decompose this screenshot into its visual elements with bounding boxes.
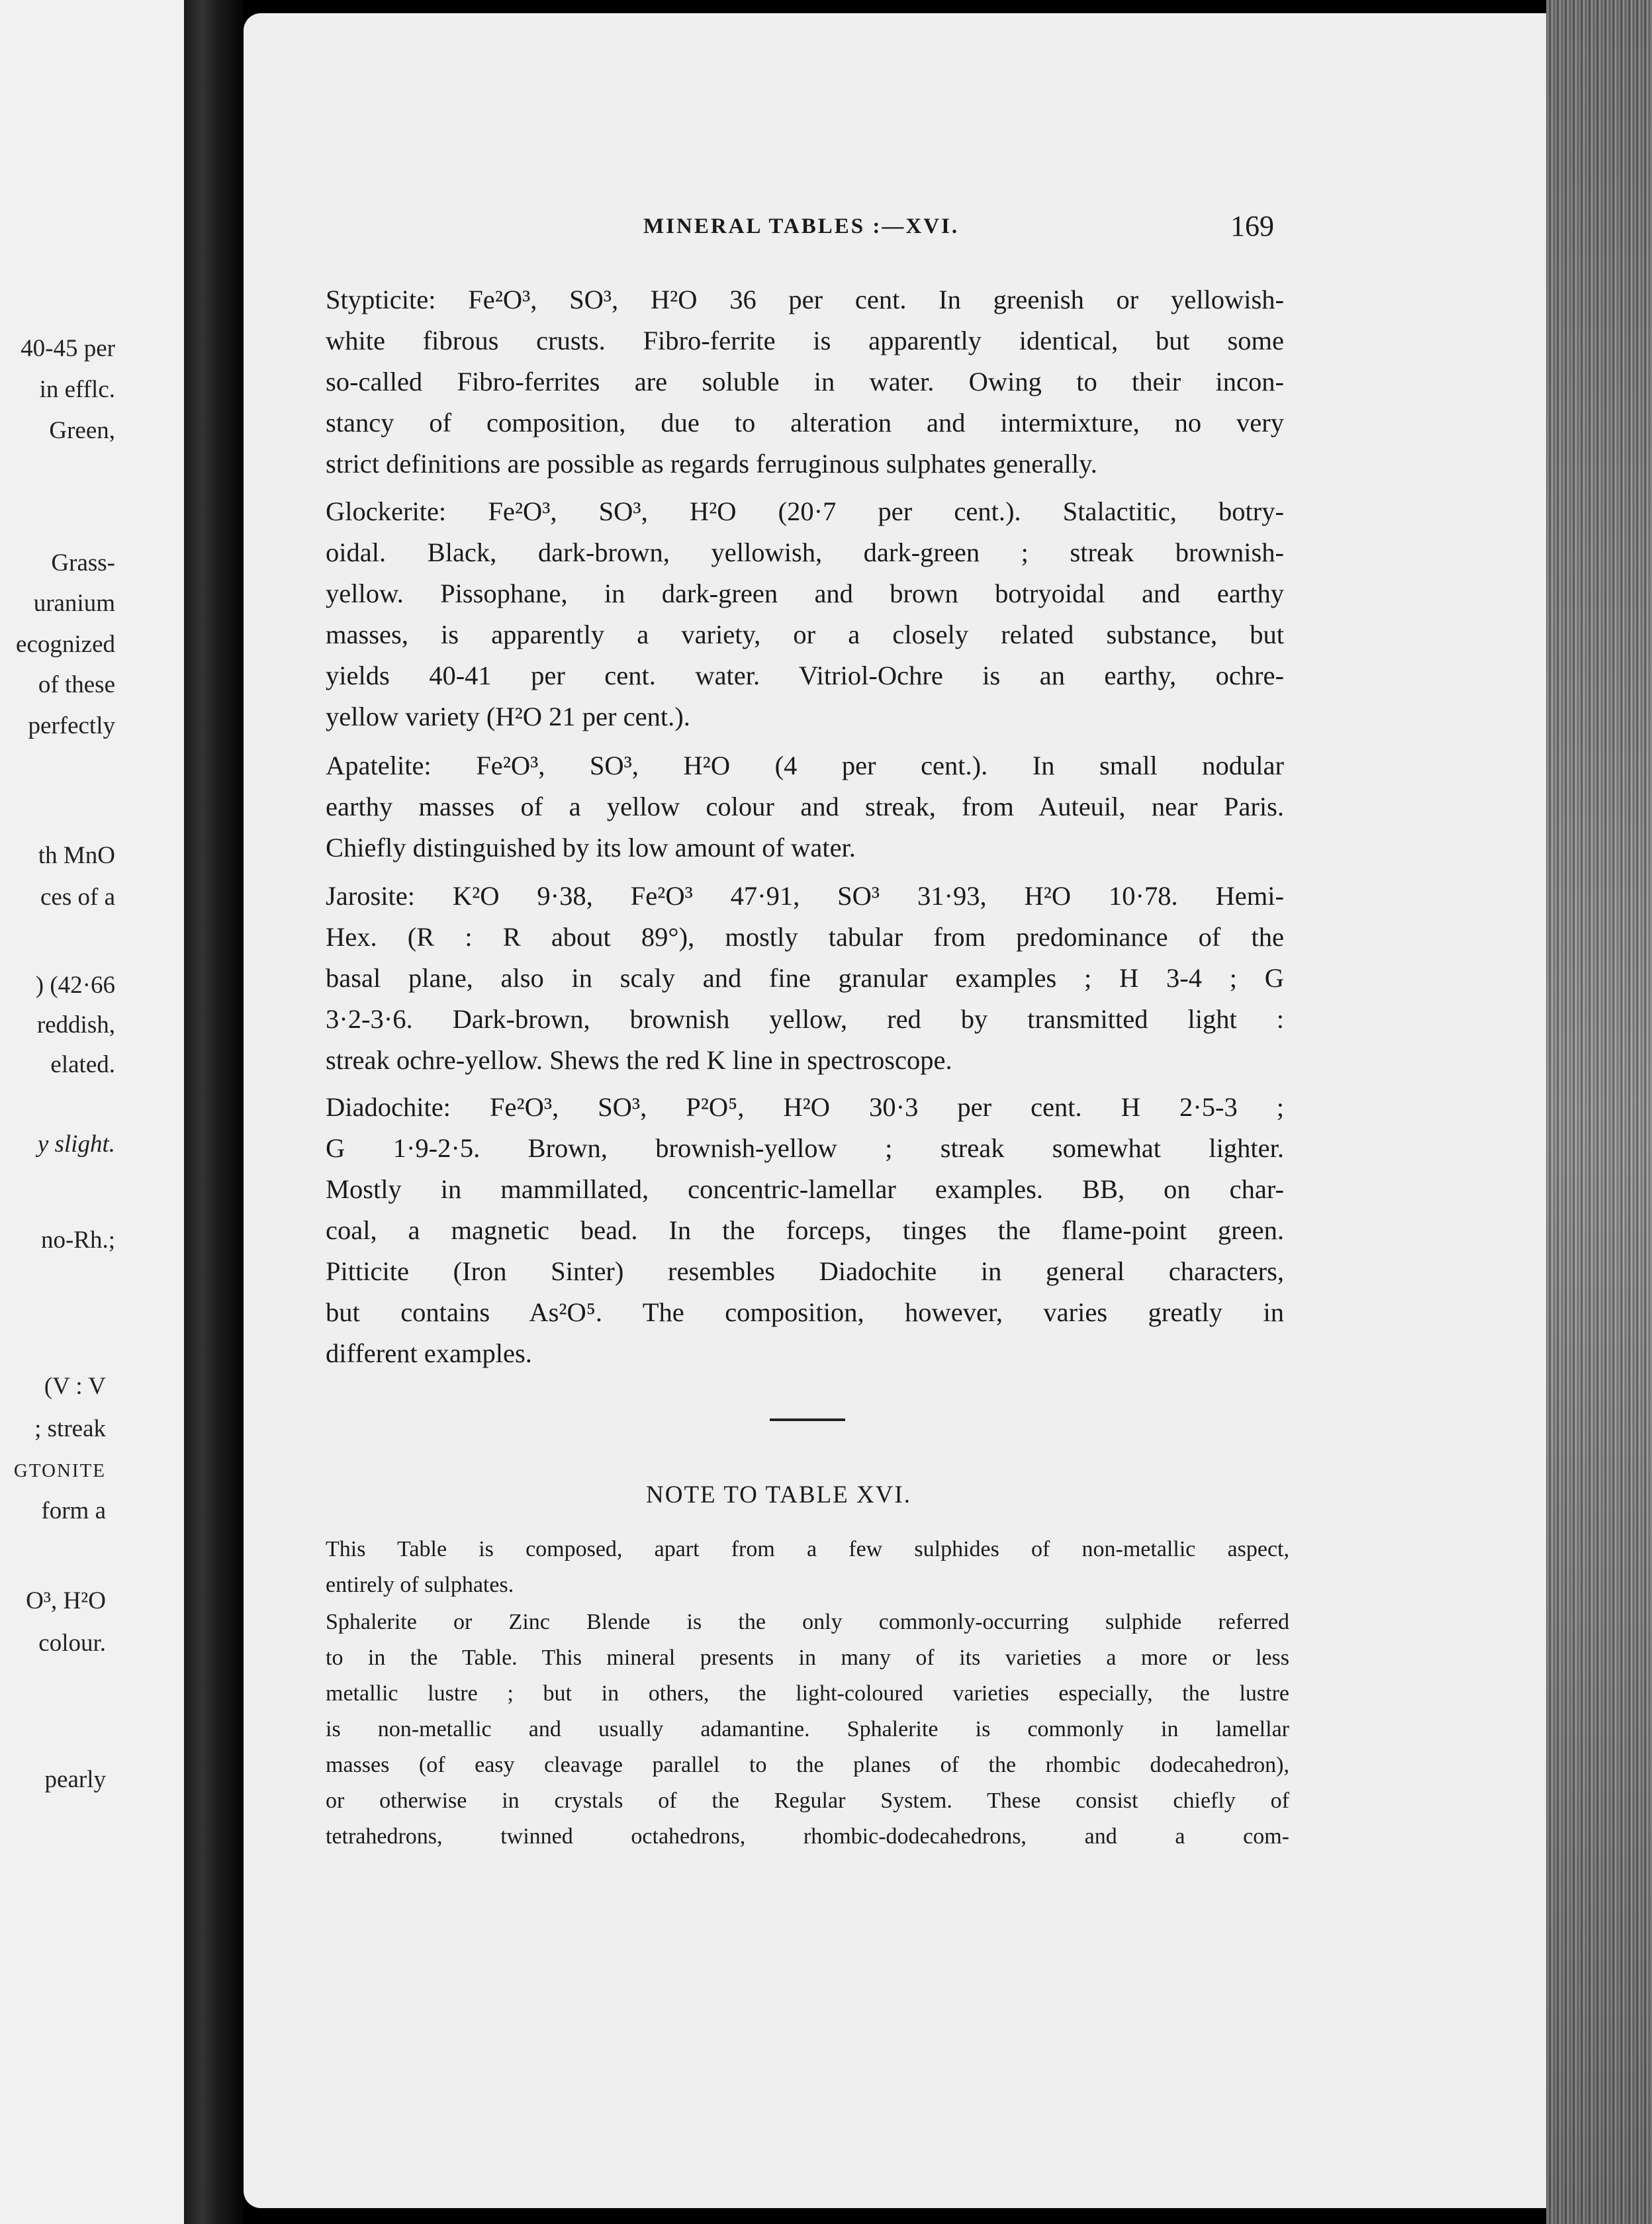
text-line: is non-metallic and usually adamantine. Sphalerite is commonly in lamellar [326, 1717, 1289, 1741]
text-line: Jarosite: K²O 9·38, Fe²O³ 47·91, SO³ 31·93, H²O 10·78. Hemi- [326, 881, 1284, 911]
left-page-text: Green, [49, 417, 115, 444]
left-page-text: no-Rh.; [40, 1227, 115, 1254]
left-page-text: Grass- [51, 549, 115, 577]
text-line: masses (of easy cleavage parallel to the planes of the rhombic dodecahedron), [326, 1753, 1289, 1777]
text-line: 3·2-3·6. Dark-brown, brownish yellow, red by transmitted light : [326, 1004, 1284, 1034]
text-line: Sphalerite or Zinc Blende is the only commonly-occurring sulphide referred [326, 1610, 1289, 1634]
section-divider [770, 1418, 845, 1421]
text-line: yellow. Pissophane, in dark-green and brown botryoidal and earthy [326, 579, 1284, 608]
text-line: to in the Table. This mineral presents in many of its varieties a more or less [326, 1645, 1289, 1670]
text-line: oidal. Black, dark-brown, yellowish, dark-green ; streak brownish- [326, 537, 1284, 567]
left-page-text: elated. [50, 1051, 115, 1078]
left-page-text: y slight. [37, 1131, 115, 1158]
left-page-text: th MnO [38, 842, 115, 869]
page-number: 169 [1230, 210, 1274, 242]
left-page-text: ecognized [16, 631, 115, 658]
text-line: Pitticite (Iron Sinter) resembles Diadochite in general characters, [326, 1256, 1284, 1286]
note-paragraph-2 [326, 1604, 1289, 1855]
text-line: stancy of composition, due to alteration and intermixture, no very [326, 408, 1284, 438]
book-spine-gutter [184, 0, 244, 2224]
left-page-text: ; streak [34, 1415, 106, 1442]
text-line: metallic lustre ; but in others, the light-coloured varieties especially, the lustre [326, 1681, 1289, 1706]
left-page-text: GTONITE [13, 1460, 106, 1481]
left-page-text: ces of a [40, 884, 115, 911]
left-page-text: (V : V [44, 1373, 106, 1400]
left-page-text: in efflc. [39, 376, 115, 403]
text-line: Glockerite: Fe²O³, SO³, H²O (20·7 per cent.). Stalactitic, botry- [326, 496, 1284, 526]
paragraph-stypticite [326, 279, 1284, 485]
page-edges [1546, 0, 1652, 2224]
left-page-text: ) (42·66 [35, 972, 115, 999]
text-line: Mostly in mammillated, concentric-lamellar examples. BB, on char- [326, 1174, 1284, 1204]
text-line: entirely of sulphates. [326, 1573, 514, 1597]
text-line: Stypticite: Fe²O³, SO³, H²O 36 per cent. In greenish or yellowish- [326, 285, 1284, 314]
left-page-text: form a [41, 1497, 106, 1524]
left-page-text: 40-45 per [21, 335, 115, 362]
text-line: Hex. (R : R about 89°), mostly tabular from predominance of the [326, 922, 1284, 952]
left-page-text: O³, H²O [26, 1587, 106, 1614]
running-head: MINERAL TABLES :—XVI. [643, 214, 960, 238]
note-title: NOTE TO TABLE XVI. [646, 1481, 911, 1508]
text-line: earthy masses of a yellow colour and streak, from Auteuil, near Paris. [326, 792, 1284, 821]
paragraph-apatelite [326, 745, 1284, 868]
previous-page-fragment [0, 0, 185, 2224]
text-line: yellow variety (H²O 21 per cent.). [326, 702, 690, 731]
text-line: coal, a magnetic bead. In the forceps, tinges the flame-point green. [326, 1215, 1284, 1245]
text-line: G 1·9-2·5. Brown, brownish-yellow ; streak somewhat lighter. [326, 1133, 1284, 1163]
text-line: strict definitions are possible as regards ferruginous sulphates generally. [326, 449, 1097, 479]
text-line: Diadochite: Fe²O³, SO³, P²O⁵, H²O 30·3 per cent. H 2·5-3 ; [326, 1092, 1284, 1122]
left-page-text: pearly [44, 1766, 106, 1793]
text-line: different examples. [326, 1338, 532, 1368]
left-page-text: perfectly [28, 712, 115, 739]
left-page-text: colour. [38, 1630, 106, 1657]
left-page-text: uranium [33, 590, 115, 617]
left-page-text: of these [38, 671, 115, 698]
text-line: streak ochre-yellow. Shews the red K line in spectroscope. [326, 1045, 952, 1075]
text-line: Apatelite: Fe²O³, SO³, H²O (4 per cent.). In small nodular [326, 751, 1284, 780]
note-paragraph-1 [326, 1532, 1289, 1603]
paragraph-jarosite [326, 876, 1284, 1081]
text-line: but contains As²O⁵. The composition, however, varies greatly in [326, 1297, 1284, 1327]
text-line: This Table is composed, apart from a few sulphides of non-metallic aspect, [326, 1537, 1289, 1561]
text-line: so-called Fibro-ferrites are soluble in water. Owing to their incon- [326, 367, 1284, 396]
text-line: Chiefly distinguished by its low amount of water. [326, 833, 856, 862]
paragraph-diadochite [326, 1087, 1284, 1374]
text-line: masses, is apparently a variety, or a closely related substance, but [326, 620, 1284, 649]
paragraph-glockerite [326, 491, 1284, 737]
text-line: yields 40-41 per cent. water. Vitriol-Ochre is an earthy, ochre- [326, 661, 1284, 690]
text-line: basal plane, also in scaly and fine granular examples ; H 3-4 ; G [326, 963, 1284, 993]
left-page-text: reddish, [36, 1011, 115, 1039]
text-line: white fibrous crusts. Fibro-ferrite is apparently identical, but some [326, 326, 1284, 355]
text-line: tetrahedrons, twinned octahedrons, rhombic-dodecahedrons, and a com- [326, 1824, 1289, 1849]
text-line: or otherwise in crystals of the Regular System. These consist chiefly of [326, 1788, 1289, 1813]
